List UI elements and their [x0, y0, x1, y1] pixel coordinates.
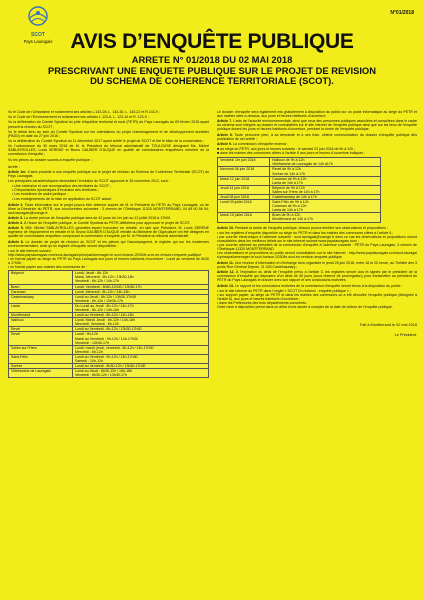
logo-name-line1: SCOT	[31, 32, 45, 38]
vu-item: Vu la délibération du Comité Syndical du 11 décembre 2017 ayant arrêté le projet de SCOT et tiré le bilan de la concertation ;	[8, 139, 205, 144]
article-6	[8, 240, 209, 248]
list-item: • par courrier adressé au président de la commission d’enquête à l’adresse suivante : PETR du Pays Lauragais, 3 chemin de l’Obélisque 11320 MONTFERRAND.	[217, 242, 417, 251]
article-9-label: Article 9.	[217, 141, 232, 146]
article-8-text: Toute personne peut, à sa demande et à ses frais, obtenir communication du dossier d’enquête publique dès publication de cet arrêté ;	[217, 132, 417, 141]
article-13-list	[217, 289, 417, 309]
vu-item: Vu le Code de l’Environnement et notamment ses articles L.123-6, L. 123-10 et R. 123-9 ;	[8, 115, 149, 120]
vu-section	[8, 110, 209, 162]
article-8-label: Article 8.	[217, 132, 233, 137]
vu-item: Vu le débat tenu au sein du Comité Syndical sur les orientations du projet d’aménagement et de développement durables (PADD) en date du 27 juin 2016 ;	[8, 129, 209, 138]
article-3-text: La durée prévue de l’enquête publique sera de 42 jours du 1er juin au 12 juillet 2018 à 17h00.	[22, 215, 172, 220]
list-item: • Les évolutions de cadre juridique ;	[12, 192, 69, 197]
table-cell-label: Revel	[9, 332, 73, 345]
article-4-label: Article 4.	[8, 221, 23, 226]
table-cell-label: Lundi 09 juillet 2018	[218, 200, 270, 213]
list-item: Cette mise à disposition prend dans un délai d’une année à compter de la date de clôture de l’enquête publique.	[217, 305, 393, 310]
vu-item: Vu le Code de l’Urbanisme et notamment ses articles L.143-28, L. 143-30, L. 143-22 et R.143-9 ;	[8, 110, 160, 114]
table-cell-label: Caraman	[9, 289, 73, 294]
right-column	[217, 110, 417, 337]
arrete-heading: ARRETE N° 01/2018 DU 02 MAI 2018	[131, 54, 293, 65]
table-cell-label: Revel	[9, 327, 73, 332]
article-12-label: Article 12.	[217, 270, 235, 275]
table-cell-label: Mercredi 06 juin 2018	[218, 167, 270, 176]
article-9-text: La commission d’enquête recevra :	[231, 141, 288, 146]
list-item: Les observations et propositions du public seront consultables sur le site internet : http://www.payslauragais.com/scot-lauragais/principal/amenager-le-scot-horizon-2030/le-scot-en-revision-enquete-publique	[217, 251, 417, 260]
paragraph-dossier: Le dossier d’enquête sera également mis gratuitement à disposition du public sur un poste informatique au siège du PETR et aux mairies sites ci-dessus, aux jours et heures habituels d’ouverture.	[217, 110, 417, 119]
article-4	[8, 221, 209, 225]
vu-item: Vu la délibération du Comité Syndical du pôle d’équilibre territorial et rural (PETR) du Pays Lauragais du 09 février 2015 ayant prescrit la révision du SCOT ;	[8, 120, 209, 129]
table-cell-label: Sorèze	[9, 364, 73, 369]
table-row	[9, 345, 209, 354]
table-row	[9, 332, 209, 345]
table-row	[9, 369, 209, 378]
table-cell-hours: Lundi au Jeudi : 8h-12h / 13h30-17h30 Vendredi : 8h-12h / 13h30-17h	[73, 294, 209, 303]
list-item: • par courrier électronique à l’adresse suivante : scot.lauragais@orange.fr dans ce cas les observations et propositions seront consultables dans les meilleurs délais sur le site internet suivant www.payslauragais.com ;	[217, 234, 417, 243]
list-item: • en format papier aux mairies des communes de :	[8, 265, 88, 270]
article-9-list	[217, 147, 417, 155]
vu-item: Vu les pièces du dossier soumis à enquête publique ;	[8, 157, 92, 162]
list-item: • Une extension et une recomposition des territoires du SCOT ;	[12, 184, 111, 189]
article-5-label: Article 5.	[8, 226, 24, 231]
list-item: • sur le site internet suivant :	[8, 248, 53, 253]
article-3-label: Article 3.	[8, 215, 23, 220]
list-item: • sur les registres d’enquête disponible au siège du PETR et dans les mairies des communes citées à l’article 6 ;	[217, 230, 394, 235]
table-cell-hours: Lundi, mardi, jeudi, vendredi : 8h-12h / 14h-17h30 Mercredi : 8h-12h	[73, 345, 209, 354]
logo-name-line2: Pays Lauragais	[23, 39, 53, 44]
table-cell-hours: Lundi, Mardi, Jeudi : 8h-12h / 14h-18h Mercredi, Vendredi : 8h-12h	[73, 318, 209, 327]
table-cell-hours: Lundi au Jeudi : 8h30-12h / 16h-18h Vendredi : 8h30-12h / 13h30-17h	[73, 369, 209, 378]
left-column	[8, 110, 209, 378]
table-row	[9, 303, 209, 312]
table-row	[218, 200, 381, 213]
article-2	[8, 203, 209, 215]
table-cell-hours: Lundi au Vendredi : 8h-12h / 13h30-17h30	[73, 327, 209, 332]
article-2-text: Toute information sur le projet pourra être obtenue auprès de M. le Président du PETR du Pays Lauragais, ou de Mme la Directrice du PETR, aux coordonnées suivantes : 3 chemin de l’Obélisque 11320 MONTFERRAND, 04 68 60 56 54, scot.lauragais@orange.fr	[8, 202, 209, 215]
table-cell-hours: Lundi au Vendredi : 8h30-12h / 13h30-17h30	[73, 364, 209, 369]
table-cell-hours: Lundi : 9h-12h Mardi au Vendredi : 9h-12h / 14h-17h30 Vendredi : 13h30-17h	[73, 332, 209, 345]
article-1-intro: Les principales caractéristiques nécessitant l’évolution du SCOT approuvé le 26 novembre 2012, sont :	[8, 179, 170, 184]
arrete-label: Arrête :	[8, 164, 20, 169]
table-row	[9, 271, 209, 284]
table-row	[218, 213, 381, 222]
article-7-label: Article 7.	[217, 119, 233, 124]
list-item: • Les enseignements de la mise en application du SCOT actuel.	[12, 196, 113, 201]
table-cell-hours: Lundi, Jeudi : 8h-12h Mardi, Mercredi : 8h-12h / 13h30-18h Vendredi : 8h-12h / 14h-17h	[73, 271, 209, 284]
article-6-label: Article 6.	[8, 239, 24, 244]
list-item: • D’importantes dynamiques d’évolution des territoires ;	[12, 188, 99, 193]
table-cell-label: Bram	[9, 284, 73, 289]
table-cell-hours: Lundi au Vendredi : 9h-12h / 14h-17h30 Samedi : 10h-12h	[73, 354, 209, 363]
table-cell-label: Saint-Félix	[9, 354, 73, 363]
table-cell-hours: Lundi, Mercredi : 8h-12h / 14h-18h	[73, 289, 209, 294]
table-row	[218, 167, 381, 176]
table-cell-hours: Nailloux de 9h à 12h Villefranche de Lauragais de 14h à17h	[270, 158, 381, 167]
list-item: • dans les Préfectures des trois départements concernés.	[217, 301, 307, 306]
signature-role: Le Président,	[394, 333, 417, 338]
vu-item: Vu l’ordonnance du 30 mars 2018 de M. le Président du tribunal administratif de TOULOUSE désignant Ms. Michel SABLAYROLLES, Louis SERENE et Bruno GALIBER D’AUQUE en qualité de commissaires enquêteurs membre de la commission d’enquête ;	[8, 144, 209, 157]
article-5-text: MM. Michel SABLAYROLLES géomètre-expert honoraire en retraite, en tant que Président, M. Louis SERENE ingénieur de l’équipement en retraite et M. Bruno GALIBER D’AUQUE retraité du Ministère de l’Agriculture ont été désignés en qualité de commissaire-enquêteur composant la commission d’enquête par M. le Président du tribunal administratif.	[8, 226, 209, 239]
article-11	[217, 261, 417, 269]
table-cell-hours: Lundi au Vendredi : 8h-12h / 14h-18h	[73, 313, 209, 318]
table-cell-label: Belpech	[9, 271, 73, 284]
article-10	[217, 226, 417, 230]
table-cell-label: Mardi 10 juillet 2018	[218, 213, 270, 222]
article-2-label: Article 2.	[8, 202, 24, 207]
table-row	[218, 185, 381, 194]
article-6-list	[8, 249, 209, 269]
article-13-label: Article 13.	[217, 283, 234, 288]
table-row	[9, 294, 209, 303]
article-9	[217, 142, 417, 146]
article-13-text: Le rapport et les conclusions motivées de la commission d’enquête seront tenus à la disposition du public :	[233, 283, 403, 288]
table-cell-hours: Belpech de 9h à 12h Salles sur l’Hers de 14h à 17h	[270, 185, 381, 194]
signature-place-date: Fait à Montferrand le 02 mai 2018	[360, 323, 417, 328]
table-cell-label: Nailloux	[9, 318, 73, 327]
reference-number: N°01/2018	[390, 10, 414, 16]
table-cell-label: Salles sur l’Hers	[9, 345, 73, 354]
table-cell-label: Lanta	[9, 303, 73, 312]
article-1-list	[8, 184, 209, 200]
table-row	[9, 318, 209, 327]
article-10-label: Article 10.	[217, 225, 234, 230]
article-6-text: Le dossier de projet de révision du SCOT et les pièces qui l’accompagnent, le registre qui sur les incidences environnementales, ainsi qu’un registre d’enquête seront disponibles :	[8, 239, 209, 248]
list-item: • en format papier au siège du PETR du Pays Lauragais aux jours et heures habituels d’ouverture : Lundi au vendredi de 8h30 à 17h30 ;	[8, 257, 209, 266]
table-cell-label: Castelnaudary	[9, 294, 73, 303]
article-7	[217, 119, 417, 131]
article-8	[217, 133, 417, 141]
article-13	[217, 284, 417, 288]
mairie-hours-table	[8, 270, 209, 378]
table-cell-hours: Caraman de 9h à 12h Lanta de 14h à 17h	[270, 176, 381, 185]
table-cell-label: Jeudi 14 juin 2018	[218, 185, 270, 194]
article-5	[8, 226, 209, 238]
article-11-text: Une réunion d’information et d’échange sera organisée le jeudi 28 juin 2018, entre 18 et 20 heure, au Théâtre des 3 ponts Rue Général Dejean, 11 400 Castelnaudary ;	[217, 261, 417, 270]
list-item: • sur support papier, au siège du PETR et dans les mairies des communes où a été déroulée l’enquête publique (désignée à l’article 6), aux jours et heures habituels d’ouverture ;	[217, 292, 417, 302]
article-10-text: Pendant la durée de l’enquête publique, chacun pourra émettre ses observations et propositions :	[233, 225, 388, 230]
table-row	[218, 158, 381, 167]
article-12-text: À l’expiration du délai de l’enquête prévu à l’article 3, les registres seront clos et signés par le président de la commission d’enquête qui disposera d’un délai de 30 jours (sous réserve de prolongation) pour transmettre au président du PETR du Pays Lauragais le dossier avec son rapport et ses conclusions motivées.	[217, 270, 417, 283]
prescription-heading: PRESCRIVANT UNE ENQUETE PUBLIQUE SUR LE PROJET DE REVISION DU SCHEMA DE COHERENCE TERRITORIALE (SCOT).	[48, 65, 376, 87]
article-11-label: Article 11.	[217, 261, 234, 266]
list-item: ■ dans les mairies des communes citées à l’article 6 aux jours et heures d’ouverture indiqués :	[217, 151, 366, 156]
article-3	[8, 216, 209, 220]
article-12	[217, 270, 417, 282]
table-cell-hours: Castelnaudary de 14h à 17h	[270, 194, 381, 199]
table-cell-hours: Revel de 9h à 12h Sorèze de 14h à 17h	[270, 167, 381, 176]
table-cell-hours: Lundi, Vendredi : 8h30-12h30 / 13h30-17h	[73, 284, 209, 289]
list-item: • sur le site internet du PETR dans l’onglet « SCOT En révision : enquête publique » ;	[217, 288, 351, 293]
article-10-list	[217, 231, 417, 259]
article-1-label: Article 1er.	[8, 169, 27, 174]
table-cell-hours: Bram de 9h à 12h Montferrand de 14h à 17h	[270, 213, 381, 222]
table-row	[9, 354, 209, 363]
list-item: ■ au siège du PETR, aux jours et heures suivants : le samedi 23 juin 2018 de 9h à 12h ;	[217, 147, 356, 152]
table-cell-label: Villefranche de Lauragais	[9, 369, 73, 378]
scot-emblem-icon	[14, 6, 62, 32]
article-7-text: L’avis de l’autorité environnementale, ainsi que ceux des personnes publiques associées et consultées dans le cadre du schéma sont intégrés au dossier et consultables sur le site internet de l’enquête publique ainsi que sur les lieux de l’enquête publique durant les jours et heures habituels d’ouverture, pendant la durée de l’enquête publique.	[217, 119, 418, 132]
table-cell-hours: Saint-Félix de 9h à 12h Caraman de 9h à 12h Lanta de 14h à 17h	[270, 200, 381, 213]
website-link[interactable]: http://www.payslauragais.com/scot-lauragais/principal/amenager-le-scot-horizon-2030/le-scot-en-revision-enquete-publique	[8, 253, 202, 258]
table-cell-label: Jeudi 28 juin 2018	[218, 194, 270, 199]
article-1	[8, 170, 209, 178]
article-1-text: Il sera procédé à une enquête publique sur le projet de révision du Schéma de Cohérence Territoriale (SCOT) du Pays Lauragais.	[8, 169, 209, 178]
permanences-table	[217, 157, 381, 222]
table-cell-label: Vendredi 1er juin 2018	[218, 158, 270, 167]
page-title: AVIS D’ENQUÊTE PUBLIQUE	[70, 30, 354, 53]
table-cell-hours: Du Lundi au Jeudi : 8h-12h / 14h-17h Vendredi : 8h-12h / 14h-16h	[73, 303, 209, 312]
table-cell-label: Montferrand	[9, 313, 73, 318]
table-cell-label: Mardi 12 juin 2018	[218, 176, 270, 185]
article-4-text: À l’issue de l’enquête publique, le Comité Syndical du PETR délibèrera pour approuver le projet de SCOT.	[22, 221, 191, 226]
table-row	[218, 176, 381, 185]
